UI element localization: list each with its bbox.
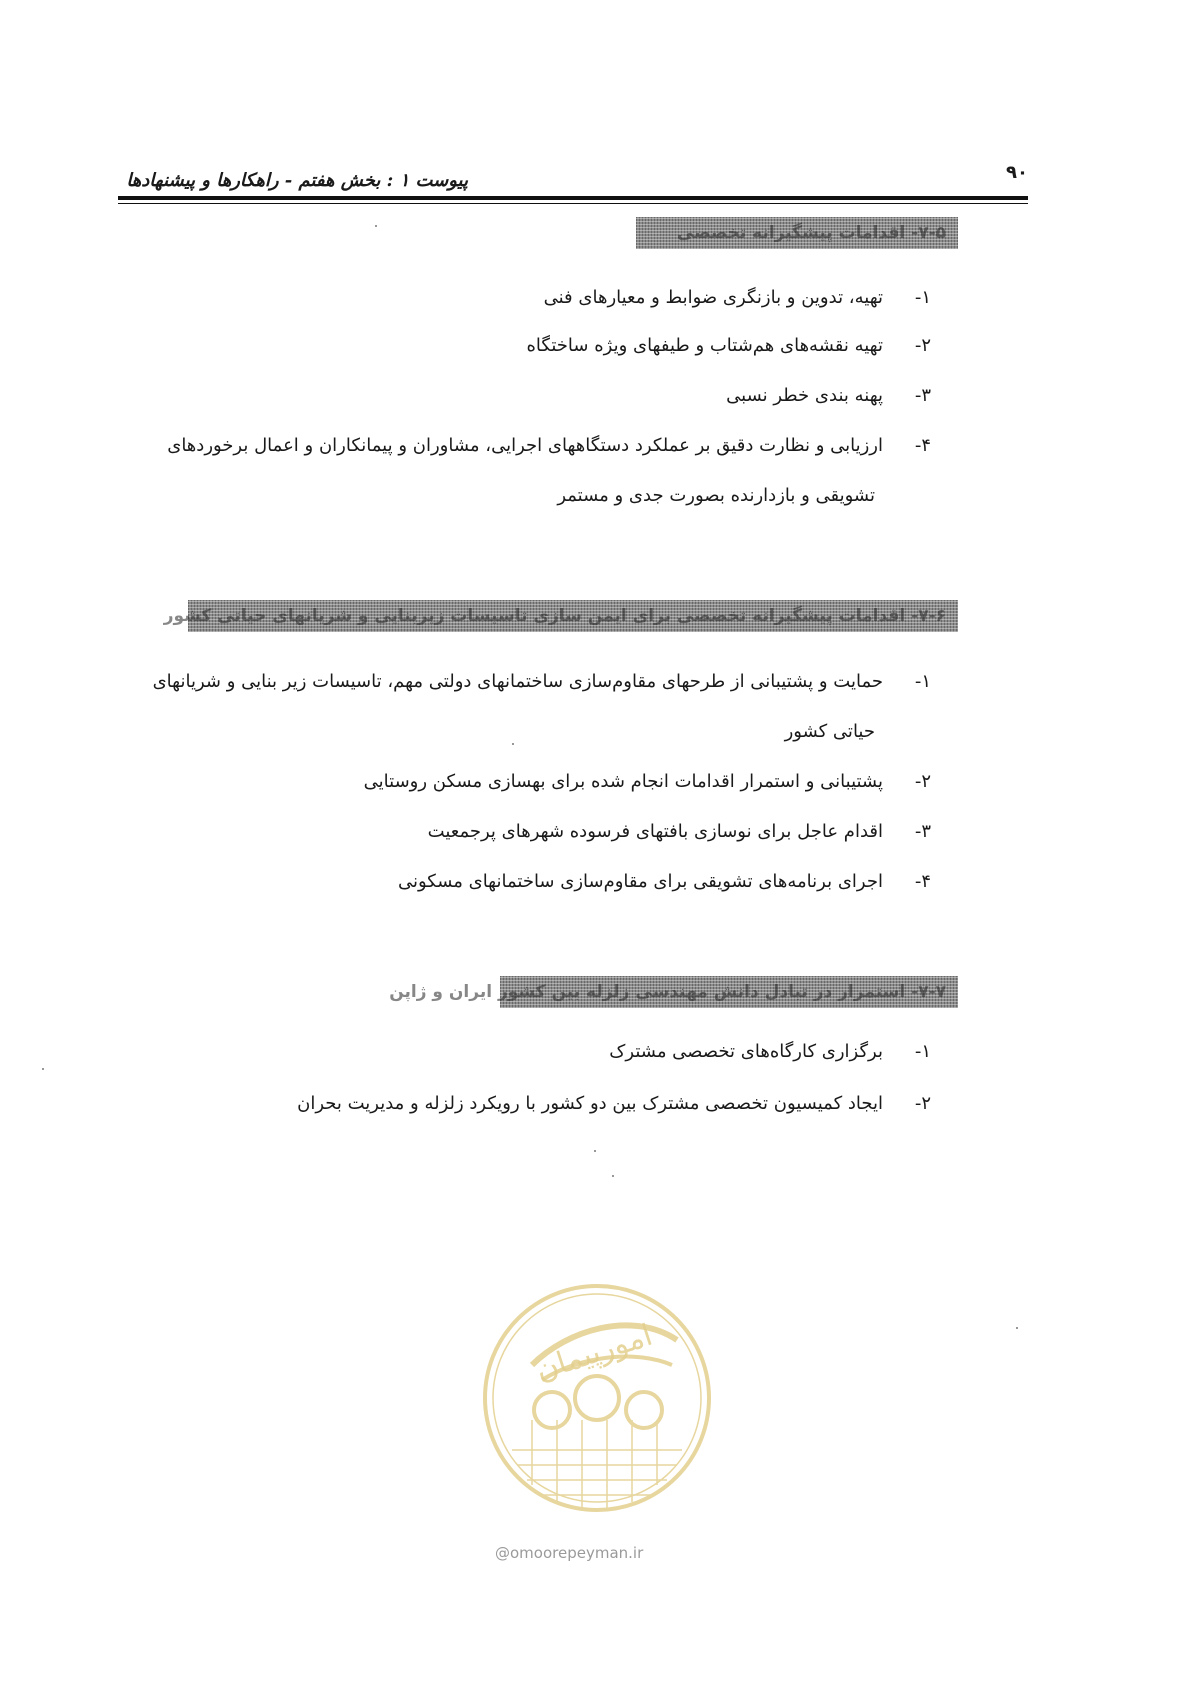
watermark-site: @omoorepeyman.ir xyxy=(495,1544,644,1562)
scan-speck xyxy=(612,1175,614,1177)
page-header xyxy=(118,158,1028,198)
watermark-logo xyxy=(472,1270,722,1530)
section-heading-7-5: ۷-۵- اقدامات پیشگیرانه تخصصی xyxy=(636,217,958,249)
list-item: ۳-اقدام عاجل برای نوسازی بافتهای فرسوده شهرهای پرجمعیت xyxy=(427,821,931,842)
section-heading-7-7: ۷-۷- استمرار در تبادل دانش مهندسی زلزله بین کشور ایران و ژاپن xyxy=(500,976,958,1008)
scan-speck xyxy=(375,225,377,227)
header-rule-thin xyxy=(118,203,1028,204)
list-item: ۱-حمایت و پشتیبانی از طرحهای مقاوم‌سازی ساختمانهای دولتی مهم، تاسیسات زیر بنایی و شریانهای xyxy=(152,671,931,692)
list-item: ۲-ایجاد کمیسیون تخصصی مشترک بین دو کشور با رویکرد زلزله و مدیریت بحران xyxy=(297,1093,931,1114)
scan-speck xyxy=(1016,1327,1018,1329)
section-heading-7-6: ۷-۶- اقدامات پیشگیرانه تخصصی برای ایمن سازی تاسیسات زیربنایی و شریانهای حیاتی کشور xyxy=(188,600,958,632)
scan-speck xyxy=(42,1068,44,1070)
list-item-continuation: تشویقی و بازدارنده بصورت جدی و مستمر xyxy=(557,485,875,506)
list-item: ۳-پهنه بندی خطر نسبی xyxy=(726,385,931,406)
scan-speck xyxy=(512,743,514,745)
list-item: ۲-پشتیبانی و استمرار اقدامات انجام شده برای بهسازی مسکن روستایی xyxy=(363,771,931,792)
page-number: ۹۰ xyxy=(1006,162,1028,183)
header-title: پیوست ۱ : بخش هفتم - راهکارها و پیشنهادها xyxy=(126,170,468,191)
list-item: ۱-تهیه، تدوین و بازنگری ضوابط و معیارهای فنی xyxy=(543,287,931,308)
list-item-continuation: حیاتی کشور xyxy=(784,721,875,742)
scan-speck xyxy=(594,1150,596,1152)
header-rule-thick xyxy=(118,196,1028,200)
list-item: ۲-تهیه نقشه‌های هم‌شتاب و طیفهای ویژه ساختگاه xyxy=(526,335,931,356)
watermark-logo-text: امورپیمان xyxy=(531,1317,657,1389)
list-item: ۴-اجرای برنامه‌های تشویقی برای مقاوم‌سازی ساختمانهای مسکونی xyxy=(397,871,931,892)
list-item: ۴-ارزیابی و نظارت دقیق بر عملکرد دستگاههای اجرایی، مشاوران و پیمانکاران و اعمال برخوردهای xyxy=(167,435,931,456)
list-item: ۱-برگزاری کارگاه‌های تخصصی مشترک xyxy=(609,1041,931,1062)
